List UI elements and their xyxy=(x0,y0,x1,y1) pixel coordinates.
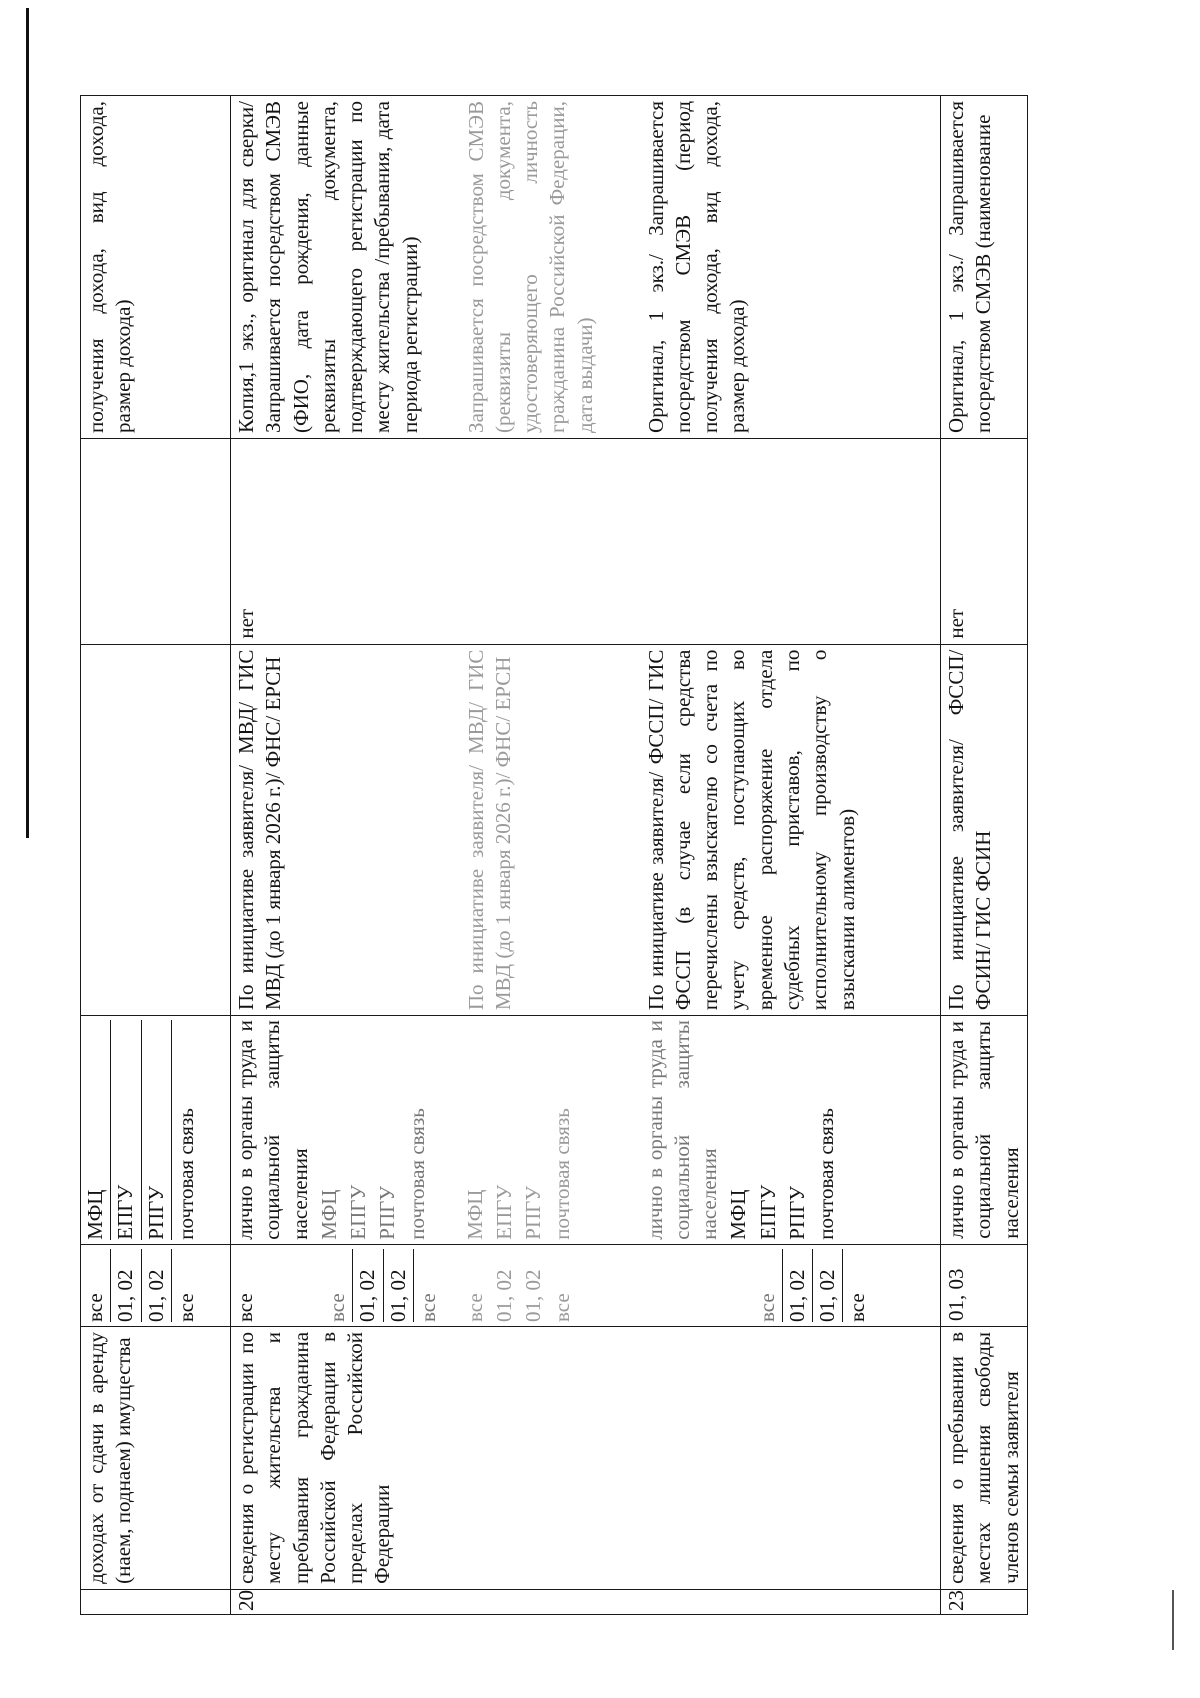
documents-table xyxy=(80,95,1028,1615)
category-value: 01, 02 xyxy=(142,1249,172,1322)
submission-channel-cell xyxy=(81,1016,231,1245)
form-cell: Оригинал, 1 экз./ Запрашивается посредством СМЭВ (период получения дохода, вид дохода, размер дохода) xyxy=(641,96,941,439)
submission-channel-cell: лично в органы труда и социальной защиты населения xyxy=(941,1016,1028,1245)
row-number xyxy=(641,1589,941,1614)
channel-item: ЕПГУ xyxy=(755,1184,780,1240)
source-cell: По инициативе заявителя/ МВД/ ГИС МВД (до 1 января 2026 г.)/ ФНС/ ЕРСН xyxy=(231,644,461,1015)
table-row xyxy=(641,96,941,1615)
source-cell: По инициативе заявителя/ МВД/ ГИС МВД (до 1 января 2026 г.)/ ФНС/ ЕРСН xyxy=(461,644,641,1015)
channel-item: почтовая связь xyxy=(404,1108,429,1240)
channel-item: почтовая связь xyxy=(550,1108,575,1240)
submission-channel-cell xyxy=(641,1016,941,1245)
document-name xyxy=(461,1326,641,1589)
category-value: все xyxy=(233,1293,257,1322)
category-cell xyxy=(231,1244,461,1326)
document-name: сведения о пребывании в местах лишения свободы членов семьи заявителя xyxy=(941,1326,1028,1589)
channel-item: почтовая связь xyxy=(173,1108,198,1240)
channel-item: РПГУ xyxy=(375,1185,400,1240)
category-value xyxy=(641,1249,753,1322)
document-name: доходах от сдачи в аренду (наем, поднаем) имущества xyxy=(81,1326,231,1589)
category-value: 01, 02 xyxy=(491,1269,516,1322)
row-number xyxy=(81,1589,231,1614)
channel-item: МФЦ xyxy=(726,1189,751,1240)
category-value: все xyxy=(845,1293,870,1322)
channel-item: РПГУ xyxy=(784,1185,809,1240)
submission-channel-cell xyxy=(461,1016,641,1245)
channel-item: МФЦ xyxy=(462,1189,487,1240)
form-cell: Копия,1 экз., оригинал для сверки/ Запрашивается посредством СМЭВ (ФИО, дата рождения, данные реквизиты документа, подтверждающего регистрации по месту жительства /пребывания, дата периода регистрации) xyxy=(231,96,461,439)
flag-cell: нет xyxy=(231,438,461,644)
category-cell xyxy=(641,1244,941,1326)
row-number: 23 xyxy=(941,1589,1028,1614)
category-cell xyxy=(81,1244,231,1326)
source-cell: По инициативе заявителя/ ФССП/ ГИС ФССП (в случае если средства перечислены взыскателю со счета по учету средств, поступающих во временное распоряжение отдела судебных приставов, по исполнительному производству о взыскании алиментов) xyxy=(641,644,941,1015)
document-name: сведения о регистрации по месту жительства и пребывания гражданина Российской Федерации в пределах Российской Федерации xyxy=(231,1326,461,1589)
form-cell: получения дохода, вид дохода, размер дохода) xyxy=(81,96,231,439)
category-value: 01, 02 xyxy=(521,1269,546,1322)
row-number: 20 xyxy=(231,1589,461,1614)
flag-cell xyxy=(641,438,941,644)
source-cell: По инициативе заявителя/ ФССП/ ФСИН/ ГИС ФСИН xyxy=(941,644,1028,1015)
table-row xyxy=(941,96,1028,1615)
category-value: 01, 02 xyxy=(111,1249,141,1322)
table-row xyxy=(231,96,461,1615)
channel-item: ЕПГУ xyxy=(491,1184,516,1240)
channel-item: МФЦ xyxy=(81,1020,111,1240)
category-cell: 01, 03 xyxy=(941,1244,1028,1326)
flag-cell xyxy=(81,438,231,644)
category-value: все xyxy=(753,1249,783,1322)
category-value: 01, 02 xyxy=(384,1249,414,1322)
rotated-page xyxy=(80,95,1080,1615)
channel-item: ЕПГУ xyxy=(111,1020,141,1240)
row-number xyxy=(461,1589,641,1614)
channel-item: РПГУ xyxy=(142,1020,172,1240)
category-value: все xyxy=(415,1293,440,1322)
category-value: все xyxy=(173,1293,198,1322)
category-value: 01, 02 xyxy=(813,1249,843,1322)
scan-edge-line xyxy=(26,8,29,838)
category-value: все xyxy=(462,1293,487,1322)
category-value: 01, 02 xyxy=(783,1249,813,1322)
category-value: все xyxy=(81,1249,111,1322)
channel-item: МФЦ xyxy=(316,1189,341,1240)
category-cell xyxy=(461,1244,641,1326)
channel-item: лично в органы труда и социальной защиты населения xyxy=(233,1020,312,1240)
category-value: все xyxy=(550,1293,575,1322)
channel-item: почтовая связь xyxy=(814,1108,839,1240)
category-value: 01, 02 xyxy=(353,1249,383,1322)
form-cell: Запрашивается посредством СМЭВ (реквизиты документа, удостоверяющего личность гражданина Российской Федерации, дата выдачи) xyxy=(461,96,641,439)
flag-cell: нет xyxy=(941,438,1028,644)
category-value: все xyxy=(323,1249,353,1322)
source-cell xyxy=(81,644,231,1015)
channel-item: лично в органы труда и социальной защиты населения xyxy=(642,1020,722,1240)
form-cell: Оригинал, 1 экз./ Запрашивается посредством СМЭВ (наименование xyxy=(941,96,1028,439)
table-row xyxy=(81,96,231,1615)
flag-cell xyxy=(461,438,641,644)
submission-channel-cell xyxy=(231,1016,461,1245)
channel-item: ЕПГУ xyxy=(346,1184,371,1240)
table-row xyxy=(461,96,641,1615)
scan-edge-mark xyxy=(1172,1590,1174,1650)
channel-item: РПГУ xyxy=(521,1185,546,1240)
document-name xyxy=(641,1326,941,1589)
